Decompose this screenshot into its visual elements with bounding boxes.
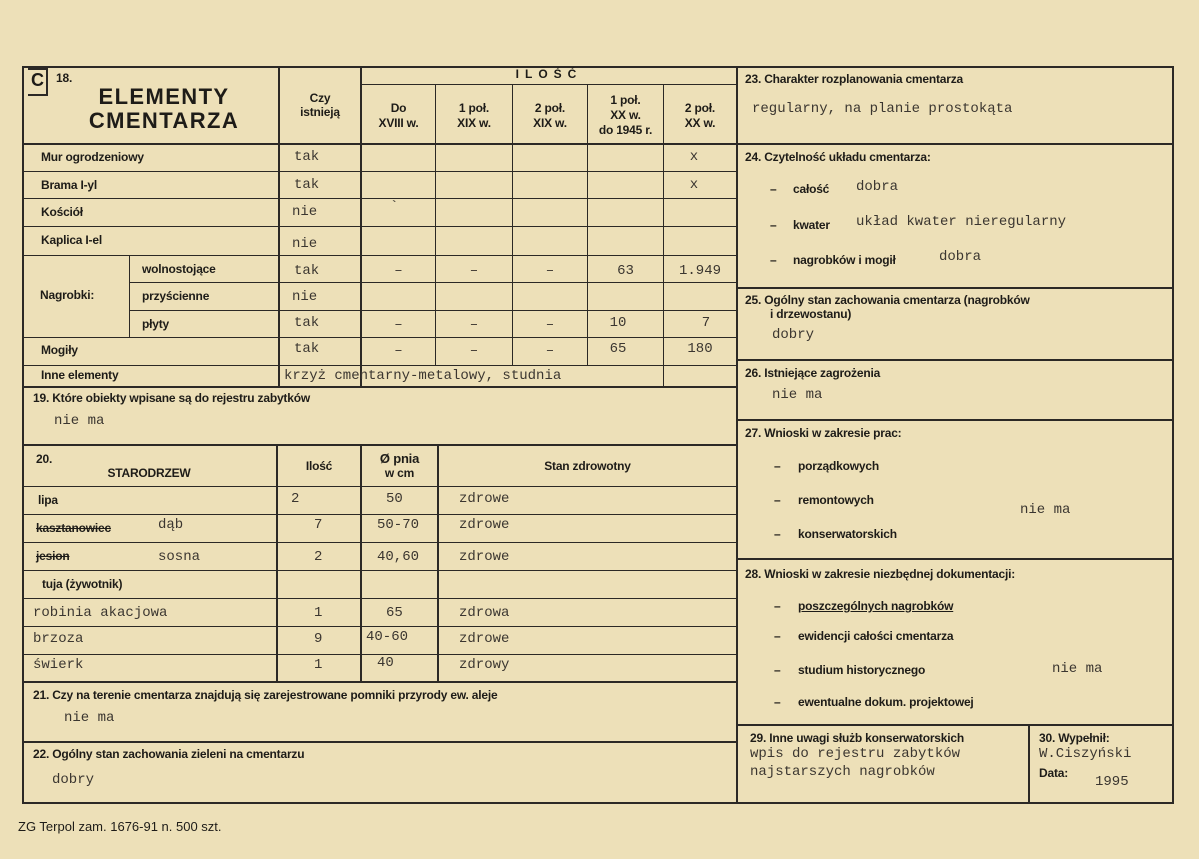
section-18-number: 18. <box>56 71 73 85</box>
row-line <box>22 226 736 227</box>
s24-item-label: kwater <box>793 218 830 232</box>
s20-col-qty: Ilość <box>305 459 333 473</box>
tree-printed-name-struck: kasztanowiec <box>36 521 111 535</box>
s21-value: nie ma <box>64 710 115 726</box>
s27-item: remontowych <box>798 493 874 507</box>
s24-item-value: dobra <box>856 179 899 195</box>
section-line <box>22 741 738 743</box>
row-line <box>129 282 736 283</box>
tree-diam: 40-60 <box>366 629 409 645</box>
tree-health: zdrowa <box>459 605 510 621</box>
period-header: 2 poł. <box>684 101 716 115</box>
s27-item: konserwatorskich <box>798 527 897 541</box>
gravestones-label: Nagrobki: <box>40 288 95 302</box>
row-label: wolnostojące <box>142 262 216 276</box>
col-exists-line2: istnieją <box>300 105 340 119</box>
s20-col-health: Stan zdrowotny <box>544 459 631 473</box>
trees-row-line <box>22 514 738 515</box>
tree-health: zdrowe <box>459 491 510 507</box>
s23-label: 23. Charakter rozplanowania cmentarza <box>745 72 964 86</box>
quantity-value: – <box>545 317 555 333</box>
s30-date: 1995 <box>1095 774 1129 790</box>
quantity-value: – <box>469 343 479 359</box>
quantity-value: – <box>469 263 479 279</box>
s28-item: ewidencji całości cmentarza <box>798 629 954 643</box>
row-line <box>22 337 736 338</box>
section-line <box>22 386 738 388</box>
s26-label: 26. Istniejące zagrożenia <box>745 366 881 380</box>
tree-health: zdrowe <box>459 631 510 647</box>
quantity-value: – <box>469 317 479 333</box>
s30-label: 30. Wypełnił: <box>1039 731 1110 745</box>
tree-typed-name: świerk <box>33 657 84 673</box>
quantity-value: 65 <box>609 341 627 357</box>
trees-row-line <box>22 542 738 543</box>
tree-typed-name: robinia akacjowa <box>33 605 168 621</box>
tree-qty: 1 <box>314 657 323 673</box>
s27-item: porządkowych <box>798 459 879 473</box>
quantity-value: ` <box>390 199 399 215</box>
s30-date-label: Data: <box>1039 766 1069 780</box>
quantity-value: – <box>394 263 403 279</box>
trees-row-line <box>22 598 738 599</box>
quantity-value: 10 <box>609 315 627 331</box>
trees-row-line <box>22 486 738 487</box>
right-section-line <box>736 419 1174 421</box>
tree-printed-name: lipa <box>38 493 58 507</box>
s25-value: dobry <box>772 327 815 343</box>
period-header: do 1945 r. <box>598 123 653 137</box>
col-line-gravestones <box>129 255 130 337</box>
tree-diam: 40 <box>377 655 394 671</box>
right-section-line <box>736 287 1174 289</box>
dash: – <box>770 182 777 196</box>
row-line <box>22 171 736 172</box>
header-bottom-line <box>22 143 738 145</box>
section-title-line2: CMENTARZA <box>88 108 240 133</box>
s27-value: nie ma <box>1020 502 1071 518</box>
row-line <box>129 310 736 311</box>
s28-value: nie ma <box>1052 661 1103 677</box>
dash: – <box>774 663 781 677</box>
s20-col-diam: Ø pnia <box>379 451 420 466</box>
tree-health: zdrowy <box>459 657 510 673</box>
quantity-value: – <box>394 317 403 333</box>
exists-value: nie <box>292 236 318 252</box>
s25-label-line2: i drzewostanu) <box>770 307 852 321</box>
period-header: XX w. <box>610 108 641 122</box>
s24-item-value: dobra <box>939 249 982 265</box>
s20-title: STARODRZEW <box>107 466 191 480</box>
quantity-header-line <box>362 84 736 85</box>
period-header: XVIII w. <box>378 116 419 130</box>
other-elements-value: krzyż cmentarny-metalowy, studnia <box>284 368 562 384</box>
section-title-line1: ELEMENTY <box>98 84 230 109</box>
tree-health: zdrowe <box>459 517 510 533</box>
s29-line1: wpis do rejestru zabytków <box>750 746 961 762</box>
other-elements-label: Inne elementy <box>41 368 119 382</box>
tree-diam: 50 <box>386 491 403 507</box>
quantity-value: – <box>545 343 555 359</box>
tree-printed-name: tuja (żywotnik) <box>42 577 123 591</box>
exists-value: tak <box>294 263 320 279</box>
row-line <box>22 365 736 366</box>
s28-item: poszczególnych nagrobków <box>798 599 954 613</box>
period-header: 1 poł. <box>610 93 641 107</box>
dash: – <box>774 493 781 507</box>
right-section-line <box>736 143 1174 145</box>
s29-label: 29. Inne uwagi służb konserwatorskich <box>750 731 964 745</box>
dash: – <box>774 527 781 541</box>
period-header: XX w. <box>684 116 716 130</box>
tree-printed-name-struck: jesion <box>36 549 70 563</box>
s25-label-line1: 25. Ogólny stan zachowania cmentarza (nagrobków <box>745 293 1030 307</box>
exists-value: tak <box>294 341 320 357</box>
quantity-value: 7 <box>701 315 711 331</box>
s29-s30-divider <box>1028 724 1030 804</box>
s20-number: 20. <box>36 452 53 466</box>
s23-value: regularny, na planie prostokąta <box>752 101 1013 117</box>
print-footer: ZG Terpol zam. 1676-91 n. 500 szt. <box>18 819 222 834</box>
tree-qty: 1 <box>314 605 323 621</box>
col-exists-line1: Czy <box>309 91 331 105</box>
s27-label: 27. Wnioski w zakresie prac: <box>745 426 902 440</box>
s19-label: 19. Które obiekty wpisane są do rejestru zabytków <box>33 391 310 405</box>
exists-value: tak <box>294 177 320 193</box>
section-line <box>22 681 738 683</box>
tree-qty: 2 <box>314 549 323 565</box>
s28-item: ewentualne dokum. projektowej <box>798 695 974 709</box>
exists-value: nie <box>292 289 318 305</box>
tree-diam: 40,60 <box>377 549 420 565</box>
dash: – <box>770 218 777 232</box>
row-label: Kościół <box>41 205 83 219</box>
tree-typed-name: sosna <box>158 549 201 565</box>
s22-label: 22. Ogólny stan zachowania zieleni na cmentarzu <box>33 747 305 761</box>
row-line <box>22 255 736 256</box>
tree-typed-name: dąb <box>158 517 184 533</box>
period-header: XIX w. <box>457 116 491 130</box>
period-header: Do <box>390 101 407 115</box>
section-c-letter: C <box>31 70 44 90</box>
exists-value: nie <box>292 204 318 220</box>
trees-row-line <box>22 626 738 627</box>
s28-item: studium historycznego <box>798 663 926 677</box>
row-label: przyścienne <box>142 289 210 303</box>
trees-row-line <box>22 570 738 571</box>
s22-value: dobry <box>52 772 95 788</box>
quantity-value: – <box>545 263 555 279</box>
right-section-line <box>736 558 1174 560</box>
quantity-value: – <box>394 343 403 359</box>
right-section-line <box>736 724 1174 726</box>
quantity-value: 63 <box>617 263 634 279</box>
row-label: Mogiły <box>41 343 78 357</box>
period-header: XIX w. <box>533 116 567 130</box>
tree-typed-name: brzoza <box>33 631 84 647</box>
tree-qty: 7 <box>314 517 323 533</box>
section-line <box>22 444 738 446</box>
s21-label: 21. Czy na terenie cmentarza znajdują się zarejestrowane pomniki przyrody ew. aleje <box>33 688 498 702</box>
tree-qty: 9 <box>314 631 323 647</box>
right-section-line <box>736 359 1174 361</box>
quantity-value: x <box>689 177 699 193</box>
divider-main-vertical <box>736 66 738 804</box>
quantity-value: 180 <box>687 341 713 357</box>
tree-diam: 50-70 <box>377 517 420 533</box>
s29-line2: najstarszych nagrobków <box>750 764 935 780</box>
dash: – <box>770 253 777 267</box>
s24-label: 24. Czytelność układu cmentarza: <box>745 150 931 164</box>
s28-label: 28. Wnioski w zakresie niezbędnej dokumentacji: <box>745 567 1016 581</box>
trees-col-line <box>437 444 439 682</box>
period-header: 2 poł. <box>534 101 566 115</box>
dash: – <box>774 695 781 709</box>
exists-value: tak <box>294 315 320 331</box>
dash: – <box>774 459 781 473</box>
row-label: Brama I-yl <box>41 178 98 192</box>
s30-filled-by: W.Ciszyński <box>1039 746 1132 762</box>
row-label: płyty <box>142 317 170 331</box>
row-label: Mur ogrodzeniowy <box>41 150 144 164</box>
tree-diam: 65 <box>386 605 403 621</box>
row-label: Kaplica I-el <box>41 233 102 247</box>
tree-health: zdrowe <box>459 549 510 565</box>
s19-value: nie ma <box>54 413 105 429</box>
dash: – <box>774 599 781 613</box>
period-header: 1 poł. <box>458 101 490 115</box>
exists-value: tak <box>294 149 320 165</box>
s20-col-diam-unit: w cm <box>384 466 415 480</box>
s24-item-label: nagrobków i mogił <box>793 253 896 267</box>
tree-qty: 2 <box>291 491 300 507</box>
quantity-value: 1.949 <box>678 263 721 279</box>
row-line <box>22 198 736 199</box>
s26-value: nie ma <box>772 387 823 403</box>
s24-item-value: układ kwater nieregularny <box>856 214 1067 230</box>
quantity-value: x <box>689 149 699 165</box>
trees-col-line <box>276 444 278 682</box>
s24-item-label: całość <box>793 182 830 196</box>
col-quantity-header: ILOŚĆ <box>515 67 583 81</box>
dash: – <box>774 629 781 643</box>
